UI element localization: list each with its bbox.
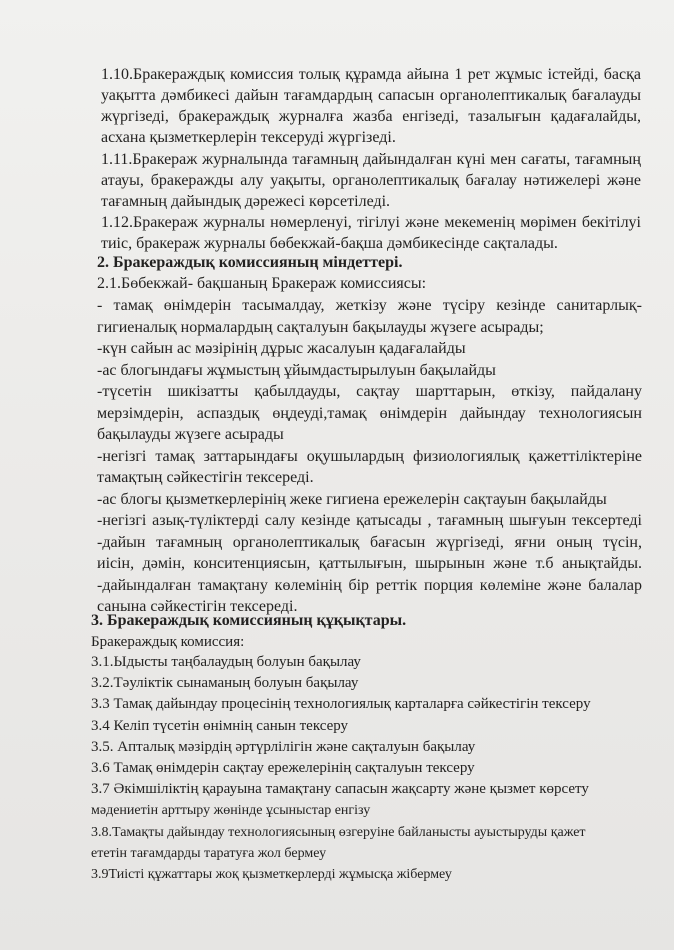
section-3-intro: Бракераждық комиссия: — [91, 634, 245, 650]
list-item: -дайын тағамның органолептикалық бағасын жүргізеді, яғни оның түсін, — [97, 533, 642, 551]
list-item: мерзімдерін, аспаздық өңдеуді,тамақ өнімдерін дайындау технологиясын — [97, 404, 642, 422]
list-item: -негізгі азық-түліктерді салу кезінде қатысады , тағамның шығуын тексертеді — [97, 512, 642, 529]
section-2-list — [97, 295, 642, 618]
text-line: 1.10.Бракераждық комиссия толық құрамда айына 1 рет жұмыс істейді, басқа — [101, 66, 641, 83]
text-line: асхана қызметкерлерін тексеруді жүргізеді. — [101, 129, 396, 146]
text-line: атауы, бракеражды алу уақыты, органолептикалық бағалау нәтижелері және — [101, 172, 641, 189]
text-line: тағамның дайындық дәрежесі көрсетіледі. — [101, 193, 391, 210]
list-item: 3.1.Ыдысты таңбалаудың болуын бақылау — [91, 654, 361, 670]
section-2-heading: 2. Бракераждық комиссияның міндеттері. — [97, 254, 403, 271]
list-item: 3.7 Әкімшіліктің қарауына тамақтану сапасын жақсарту және қызмет көрсету — [91, 781, 589, 798]
list-item: тамақтың сәйкестігін тексереді. — [97, 469, 314, 486]
list-item: 3.6 Тамақ өнімдерін сақтау ережелерінің сақталуын тексеру — [91, 760, 475, 777]
list-item: 3.4 Келіп түсетін өнімнің санын тексеру — [91, 717, 349, 734]
list-item: -түсетін шикізатты қабылдауды, сақтау шарттарын, өткізу, пайдалану — [97, 383, 642, 400]
list-item: 3.5. Апталық мәзірдің әртүрлілігін және сақталуын бақылау — [91, 738, 476, 755]
list-item: -күн сайын ас мәзірінің дұрыс жасалуын қадағалайды — [97, 340, 466, 357]
section-3-list — [91, 652, 636, 885]
list-item: 3.3 Тамақ дайындау процесінің технологиялық карталарға сәйкестігін тексеру — [91, 696, 591, 713]
list-item: гигиеналық нормалардың сақталуын бақылауды жүзеге асырады; — [97, 318, 544, 336]
list-item: - тамақ өнімдерін тасымалдау, жеткізу және түсіру кезінде санитарлық- — [97, 297, 642, 314]
list-item: бақылауды жүзеге асырады — [97, 426, 284, 443]
section-2-intro: 2.1.Бөбекжай- бақшаның Бракераж комиссиясы: — [97, 275, 427, 292]
text-line: тиіс, бракераж журналы бөбекжай-бақша дәмбикесінде сақталады. — [101, 235, 558, 252]
text-line: жүргізеді, бракераждық журналға жазба енгізеді, тазалығын қадағалайды, — [101, 108, 641, 125]
list-item: 3.8.Тамақты дайындау технологиясының өзгеруіне байланысты ауыстыруды қажет — [91, 824, 586, 840]
text-line: уақытта дәмбикесі дайын тағамдардың сапасын органолептикалық бағалауды — [101, 87, 641, 104]
list-item: -негізгі тамақ заттарындағы оқушылардың физиологиялық қажеттіліктеріне — [97, 447, 642, 465]
list-item: санына сәйкестігін тексереді. — [97, 598, 298, 615]
list-item: иісін, дәмін, конситенциясын, қаттылығын, шырынын және т.б анықтайды. — [97, 555, 642, 572]
list-item: -дайындалған тамақтану көлемінің бір реттік порция көлеміне және балалар — [97, 576, 642, 594]
list-item: -ас блогындағы жұмыстың ұйымдастырылуын бақылайды — [97, 361, 496, 379]
list-item: 3.9Тиісті құжаттары жоқ қызметкерлерді жұмысқа жібермеу — [91, 867, 452, 883]
list-item: -ас блогы қызметкерлерінің жеке гигиена ережелерін сақтауын бақылайды — [97, 490, 607, 508]
paragraph-1-12 — [101, 212, 641, 254]
list-item: мәдениетін арттыру жөнінде ұсыныстар енгізу — [91, 803, 371, 819]
paragraph-1-11 — [101, 149, 641, 212]
paragraph-1-10 — [101, 64, 641, 148]
text-line: 1.12.Бракераж журналы нөмерленуі, тігілуі және мекеменің мөрімен бекітілуі — [101, 214, 641, 231]
list-item: ететін тағамдарды таратуға жол бермеу — [91, 845, 327, 861]
list-item: 3.2.Тәуліктік сынаманың болуын бақылау — [91, 675, 359, 692]
section-3-heading: 3. Бракераждық комиссияның құқықтары. — [91, 612, 407, 629]
text-line: 1.11.Бракераж журналында тағамның дайындалған күні мен сағаты, тағамның — [101, 151, 641, 168]
